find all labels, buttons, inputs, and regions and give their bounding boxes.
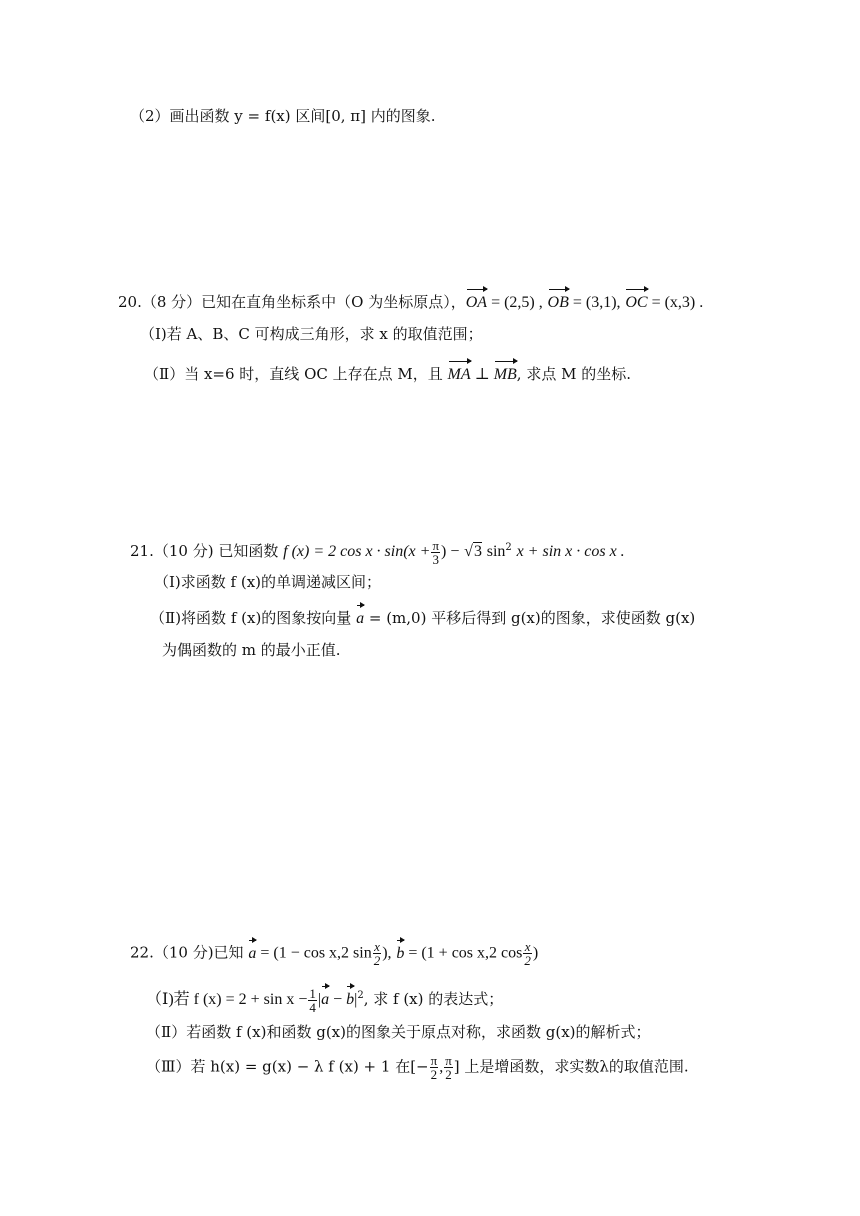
q21-part2-mid: = (m,0) 平移后得到 g(x)的图象，求使函数 g(x) <box>364 609 696 627</box>
fraction-x-over-2 <box>373 940 382 967</box>
vector-a-value-part-a: = (1 − cos x,2 sin <box>256 944 372 962</box>
vector-oa-value: = (2,5) , <box>487 294 543 311</box>
minus-sign: − <box>329 991 347 1008</box>
vector-b-value-part-a: = (1 + cos x,2 cos <box>404 944 523 962</box>
vector-oa: OA <box>466 291 487 315</box>
fraction-numerator: π <box>432 537 440 553</box>
fraction-numerator: x <box>374 939 380 954</box>
q21-part2 <box>150 606 695 631</box>
superscript-2: 2 <box>505 542 512 553</box>
perp-symbol: ⊥ <box>470 366 494 383</box>
fraction-numerator: π <box>445 1053 452 1068</box>
q22-part1-suffix: , 求 f (x) 的表达式； <box>363 990 504 1008</box>
fraction-numerator: x <box>524 939 531 954</box>
fraction-denominator: 2 <box>445 1067 452 1082</box>
vector-oc-value: = (x,3) . <box>647 294 704 311</box>
q20-part2-suffix: , 求点 M 的坐标. <box>516 365 631 383</box>
q21-part2-line2 <box>162 638 341 662</box>
vector-a: a <box>248 942 256 966</box>
vector-b: b <box>346 988 354 1012</box>
q22-part2-text: （Ⅱ）若函数 f (x)和函数 g(x)的图象关于原点对称，求函数 g(x)的解析式； <box>146 1023 651 1041</box>
vector-b: b <box>396 942 404 966</box>
sqrt-argument: 3 <box>473 543 482 560</box>
fraction-pi-over-2 <box>430 1054 439 1081</box>
q21-part1 <box>154 570 381 594</box>
q22-part1 <box>146 984 503 1014</box>
sqrt-symbol: √3 <box>464 543 482 560</box>
fraction-denominator: 4 <box>309 999 316 1015</box>
vector-oc: OC <box>625 291 647 315</box>
q21-heading-prefix: 21.（10 分) 已知函数 <box>130 542 279 560</box>
q21-part2-prefix: （Ⅱ)将函数 f (x)的图象按向量 <box>150 609 352 627</box>
q20-heading <box>118 290 703 315</box>
q20-part2 <box>144 362 631 387</box>
q22-part3 <box>146 1054 689 1081</box>
vector-ma: MA <box>448 363 471 387</box>
fraction-denominator: 2 <box>430 1067 438 1082</box>
vector-a: a <box>356 607 364 631</box>
abs-bar-left: | <box>317 991 322 1008</box>
fraction-numerator: π <box>430 1053 438 1068</box>
q20-heading-prefix: 20.（8 分）已知在直角坐标系中（O 为坐标原点）， <box>118 293 466 311</box>
q22-part3-prefix: （Ⅲ）若 h(x) = g(x) − λ f (x) + 1 在[− <box>146 1057 429 1076</box>
fraction-pi-over-3 <box>431 539 440 566</box>
vector-a: a <box>321 988 329 1012</box>
q21-func-part-a: f (x) = 2 cos x · sin(x + <box>283 543 431 560</box>
q20-part1 <box>140 322 483 346</box>
fraction-denominator: 3 <box>432 551 439 567</box>
q22-part1-prefix: （Ⅰ)若 f (x) = 2 + sin x − <box>146 991 308 1008</box>
fraction-denominator: 2 <box>524 953 531 968</box>
fraction-x-over-2 <box>523 940 532 967</box>
abs-bar-right: | <box>354 991 358 1008</box>
q22-part3-suffix: ] 上是增函数，求实数λ的取值范围. <box>453 1057 689 1076</box>
fraction-denominator: 2 <box>373 953 381 968</box>
fraction-pi-over-2 <box>444 1054 453 1081</box>
q20-part2-prefix: （Ⅱ）当 x=6 时，直线 OC 上存在点 M，且 <box>144 365 443 383</box>
q20-part1-text: （Ⅰ)若 A、B、C 可构成三角形，求 x 的取值范围； <box>140 325 483 343</box>
q21-func-part-d: x + sin x · cos x . <box>516 543 625 560</box>
q22-heading <box>130 940 538 967</box>
fraction-numerator: 1 <box>309 985 316 1001</box>
vector-a-value-part-b: ), <box>382 944 392 962</box>
superscript-2: 2 <box>357 990 364 1001</box>
comma: , <box>439 1058 444 1076</box>
q21-part2-line2-text: 为偶函数的 m 的最小正值. <box>162 641 341 659</box>
q21-part1-text: （Ⅰ)求函数 f (x)的单调递减区间； <box>154 573 382 591</box>
vector-ob-value: = (3,1), <box>568 294 621 311</box>
vector-b-value-part-b: ) <box>532 944 539 962</box>
q22-heading-prefix: 22.（10 分)已知 <box>130 943 244 962</box>
q22-part2 <box>146 1020 651 1044</box>
q21-func-part-c: sin <box>486 543 506 560</box>
vector-ob: OB <box>548 291 569 315</box>
q21-heading <box>130 536 625 566</box>
q21-func-part-b: ) − <box>441 543 460 560</box>
fraction-1-over-4 <box>308 987 317 1014</box>
q19-part2-text: （2）画出函数 y = f(x) 区间[0, π] 内的图象. <box>130 107 436 125</box>
vector-mb: MB <box>494 363 517 387</box>
q19-part2 <box>130 104 436 128</box>
